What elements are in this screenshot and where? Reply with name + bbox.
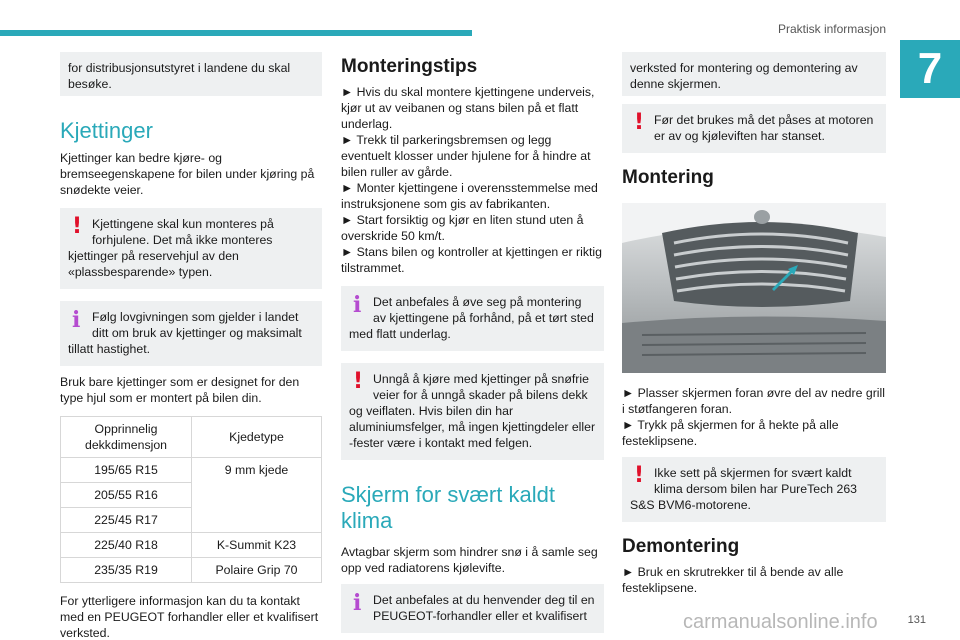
chapter-number-tab: 7 xyxy=(900,40,960,98)
table-header-cell: Kjedetype xyxy=(192,417,322,458)
more-info-text: For ytterligere informasjon kan du ta kontakt med en PEUGEOT forhandler eller et kvalifisert verksted. xyxy=(60,594,319,640)
warning-text-lead: Unngå å kjøre med kjettinger på snøfrie veier for å unngå skader på bilens dekk xyxy=(373,372,589,402)
car-grille-illustration xyxy=(622,203,886,373)
continued-text: for distribusjonsutstyret i landene du skal besøke. xyxy=(68,61,291,91)
warning-text-rest: kjettinger på reservehjul av den «plassbesparende» typen. xyxy=(68,249,239,279)
info-text-lead: Det anbefales at du henvender deg til en PEUGEOT-forhandler eller et kvalifisert xyxy=(373,593,595,623)
grille-photo xyxy=(622,203,886,373)
heading-chains: Kjettinger xyxy=(60,118,153,143)
info-text-rest: tillatt hastighet. xyxy=(68,342,151,356)
heading-mounting: Montering xyxy=(622,167,714,188)
list-item: ► Start forsiktig og kjør en liten stund uten å overskride 50 km/t. xyxy=(341,213,584,243)
column-2 xyxy=(341,56,604,633)
continued-text-box xyxy=(622,52,886,96)
info-icon: i xyxy=(353,590,362,616)
table-row xyxy=(61,533,322,558)
info-box-legislation xyxy=(60,301,322,366)
list-item: ► Stans bilen og kontroller at kjettingen er riktig tilstrammet. xyxy=(341,245,602,275)
continued-text-box xyxy=(60,52,322,96)
warning-box-chains xyxy=(60,208,322,289)
cold-screen-text: Avtagbar skjerm som hindrer snø i å samle seg opp ved radiatorens kjølevifte. xyxy=(341,545,598,575)
list-item: ► Trykk på skjermen for å hekte på alle festeklipsene. xyxy=(622,418,839,448)
info-icon: i xyxy=(353,292,362,318)
table-cell: 195/65 R15 xyxy=(61,458,192,483)
table-row xyxy=(61,558,322,583)
table-row xyxy=(61,458,322,483)
section-title: Praktisk informasjon xyxy=(777,22,886,36)
tips-list xyxy=(341,84,604,276)
info-box-practice xyxy=(341,286,604,351)
info-text-lead: Det anbefales å øve seg på montering av kjettingene på forhånd, på et tørt sted xyxy=(373,295,594,325)
table-cell: Polaire Grip 70 xyxy=(192,558,322,583)
mounting-list xyxy=(622,385,886,449)
warning-box-engine-off xyxy=(622,104,886,153)
warning-icon: ! xyxy=(634,110,645,135)
chains-table xyxy=(60,416,322,583)
warning-text-rest: S&S BVM6-motorene. xyxy=(630,498,751,512)
list-item: ► Bruk en skrutrekker til å bende av alle festeklipsene. xyxy=(622,565,844,595)
use-chains-text: Bruk bare kjettinger som er designet for den type hjul som er montert på bilen din. xyxy=(60,375,300,405)
warning-box-snowfree xyxy=(341,363,604,460)
warning-text-rest: og veiflaten. Hvis bilen din har aluminiumsfelger, må ingen kjettingdeler eller -fester være i kontakt med felgen. xyxy=(349,404,596,450)
list-item: ► Monter kjettingene i overensstemmelse med instruksjonene som gis av fabrikanten. xyxy=(341,181,598,211)
heading-mounting-tips: Monteringstips xyxy=(341,56,478,77)
list-item: ► Trekk til parkeringsbremsen og legg eventuelt klosser under hjulene for å hindre at bilen ruller av gårde. xyxy=(341,133,591,179)
page-number: 131 xyxy=(907,614,926,626)
table-cell: 205/55 R16 xyxy=(61,483,192,508)
warning-text-lead: Ikke sett på skjermen for svært kaldt klima dersom bilen har PureTech 263 xyxy=(654,466,858,496)
heading-dismounting: Demontering xyxy=(622,536,740,557)
info-box-dealer xyxy=(341,584,604,633)
info-text-rest: med flatt underlag. xyxy=(349,327,451,341)
continued-text: verksted for montering og demontering av denne skjermen. xyxy=(630,61,858,91)
column-1 xyxy=(60,52,322,640)
warning-icon: ! xyxy=(72,214,83,239)
warning-icon: ! xyxy=(634,463,645,488)
info-icon: i xyxy=(72,307,81,333)
warning-text-lead: Før det brukes må det påses at motoren er av og kjøleviften har stanset. xyxy=(654,113,874,143)
table-cell: 225/40 R18 xyxy=(61,533,192,558)
warning-icon: ! xyxy=(353,369,364,394)
warning-text-lead: Kjettingene skal kun monteres på forhjulene. Det må ikke monteres xyxy=(92,217,274,247)
info-text-lead: Følg lovgivningen som gjelder i landet ditt om bruk av kjettinger og maksimalt xyxy=(92,310,302,340)
warning-box-puretech xyxy=(622,457,886,522)
header-accent-bar xyxy=(0,30,472,36)
watermark: carmanualsonline.info xyxy=(683,611,878,633)
table-header-row xyxy=(61,417,322,458)
dismounting-list xyxy=(622,564,886,596)
table-cell: 235/35 R19 xyxy=(61,558,192,583)
table-cell: 225/45 R17 xyxy=(61,508,192,533)
list-item: ► Plasser skjermen foran øvre del av nedre grill i støtfangeren foran. xyxy=(622,386,885,416)
list-item: ► Hvis du skal montere kjettingene underveis, kjør ut av veibanen og stans bilen på et flatt underlag. xyxy=(341,85,595,131)
heading-cold-climate-screen: Skjerm for svært kaldt klima xyxy=(341,482,555,533)
table-cell: K-Summit K23 xyxy=(192,533,322,558)
column-3 xyxy=(622,52,886,596)
chains-intro-text: Kjettinger kan bedre kjøre- og bremseegenskapene for bilen under kjøring på snødekte veier. xyxy=(60,151,315,197)
table-header-cell: Opprinnelig dekkdimensjon xyxy=(61,417,192,458)
table-cell: 9 mm kjede xyxy=(192,458,322,533)
